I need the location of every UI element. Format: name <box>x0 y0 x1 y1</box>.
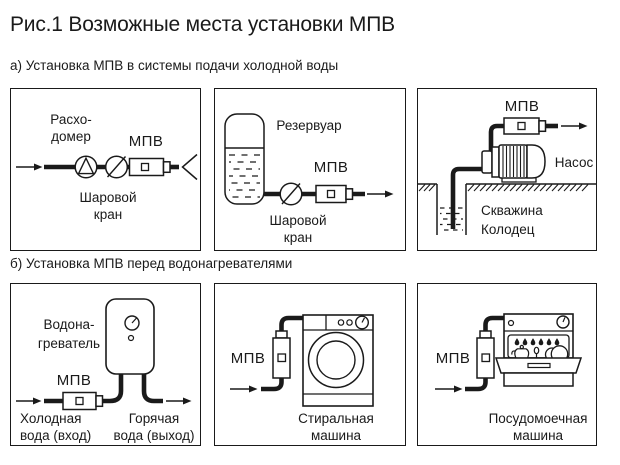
mpv-label: МПВ <box>56 372 92 389</box>
mpv-device-icon <box>63 393 103 410</box>
ball-valve-icon <box>106 156 128 178</box>
mpv-device-icon <box>130 159 171 176</box>
pump-label: Насос <box>554 155 594 170</box>
panel-water-heater <box>10 283 201 446</box>
ball-valve-label: Шаровой кран <box>79 190 137 222</box>
teapot-icon <box>515 349 529 358</box>
flow-arrow-out-icon <box>367 191 394 198</box>
ball-valve-label: Шаровой кран <box>269 213 327 245</box>
pipe <box>453 169 484 229</box>
panel-washing-machine <box>214 283 406 446</box>
hot-water-label: Горячая вода (выход) <box>113 411 195 443</box>
flowmeter-label: Расхо- домер <box>50 112 92 144</box>
figure-title: Рис.1 Возможные места установки МПВ <box>10 13 395 36</box>
dishwasher-icon <box>496 314 581 386</box>
ground-icon <box>418 184 596 191</box>
reservoir-label: Резервуар <box>276 118 342 133</box>
dishwasher-label: Посудомоечная машина <box>488 411 588 443</box>
flow-arrow-in-icon <box>16 164 43 171</box>
mpv-device-icon <box>316 186 353 203</box>
base <box>504 373 573 386</box>
panel-reservoir <box>214 88 406 251</box>
flow-meter-icon <box>75 156 97 178</box>
panel-cold-line <box>10 88 201 251</box>
pipe <box>101 373 121 401</box>
flow-arrow-in-icon <box>435 386 463 393</box>
flow-arrow-out-icon <box>166 398 192 405</box>
tank-icon <box>225 114 264 204</box>
mpv-label: МПВ <box>313 159 349 176</box>
pump-icon <box>482 145 545 182</box>
mpv-label: МПВ <box>435 350 471 367</box>
panel-dishwasher <box>417 283 597 446</box>
ball-valve-icon <box>280 183 302 205</box>
washing-machine-label: Стиральная машина <box>298 411 374 443</box>
pipe <box>144 373 163 401</box>
mpv-device-icon <box>273 331 290 378</box>
cold-line-diagram <box>11 89 200 250</box>
flow-arrow-out-icon <box>561 123 588 130</box>
section-b-heading: б) Установка МПВ перед водонагревателями <box>10 256 293 271</box>
washing-machine-icon <box>303 315 373 406</box>
boiler-icon <box>106 299 154 374</box>
open-door <box>496 358 581 386</box>
well-label: Скважина Колодец <box>481 203 543 237</box>
mpv-device-icon <box>504 118 546 134</box>
mpv-label: МПВ <box>504 98 540 115</box>
heater-label: Водона- греватель <box>37 317 101 351</box>
section-a-heading: а) Установка МПВ в системы подачи холодной воды <box>10 58 339 73</box>
mpv-label: МПВ <box>128 133 164 150</box>
mpv-device-icon <box>477 331 494 378</box>
mpv-label: МПВ <box>230 350 266 367</box>
flow-arrow-in-icon <box>16 398 42 405</box>
pipe-fork-icon <box>183 155 198 180</box>
cold-water-label: Холодная вода (вход) <box>20 411 92 443</box>
flow-arrow-in-icon <box>230 386 258 393</box>
panel-pump-well <box>417 88 597 251</box>
